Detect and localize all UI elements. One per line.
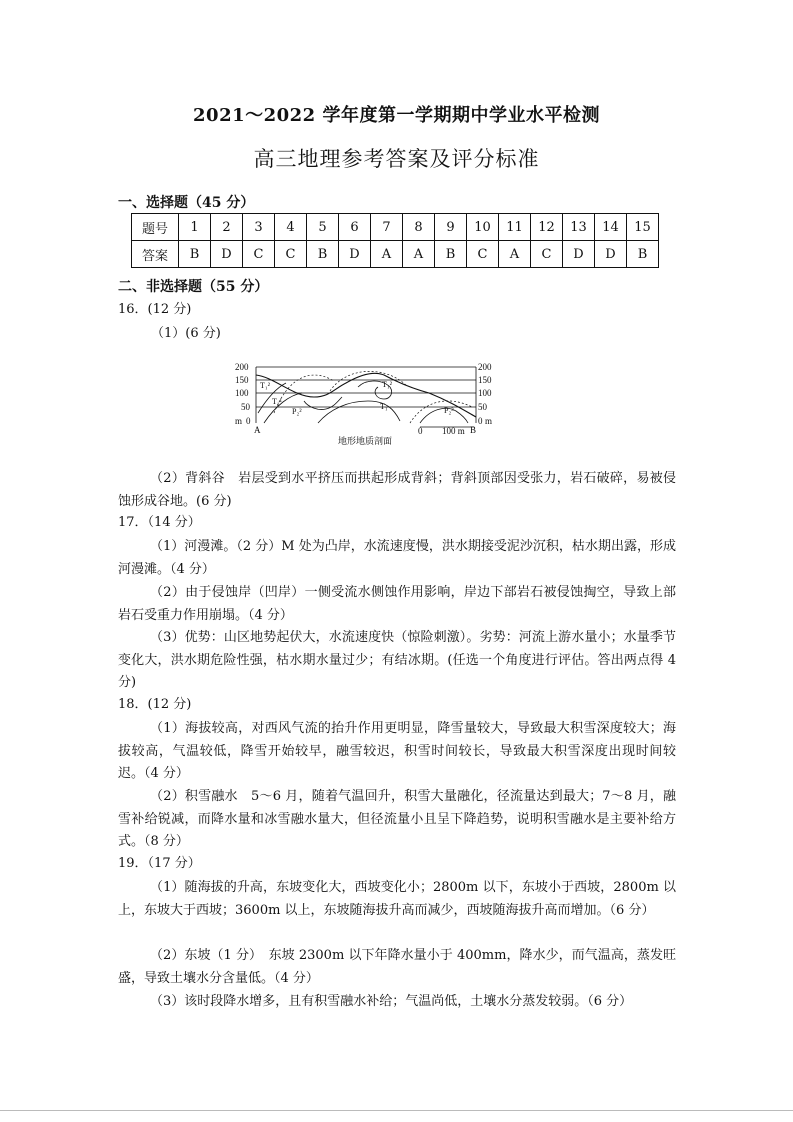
stratum-label: T₁¹ <box>272 397 283 406</box>
question-16-label: 16．(12 分) <box>118 302 192 317</box>
table-row-label: 答案 <box>132 241 179 268</box>
table-cell: 3 <box>243 214 275 241</box>
table-cell: D <box>595 241 627 268</box>
table-cell: B <box>435 241 467 268</box>
scale-zero: 0 <box>418 426 423 436</box>
question-18-part2: （2）积雪融水 5～6 月，随着气温回升，积雪大量融化，径流量达到最大；7～8 月，融雪补给锐减，而降水量和冰雪融水量大，但径流量小且呈下降趋势，说明积雪融水是主要补给方式。（8 分） <box>118 789 676 849</box>
question-17-part1: （1）河漫滩。（2 分）M 处为凸岸，水流速度慢，洪水期接受泥沙沉积，枯水期出露，形成河漫滩。（4 分） <box>118 539 676 577</box>
answer-table <box>131 213 659 268</box>
scale-label: 100 m <box>442 426 465 436</box>
section-heading-choice: 一、选择题（45 分） <box>118 195 255 211</box>
left-axis-tick: 0 <box>246 416 251 426</box>
figure-caption: 地形地质剖面 <box>338 436 393 446</box>
stratum-label: T₁ <box>380 402 388 411</box>
table-cell: C <box>467 241 499 268</box>
left-axis-tick: 150 <box>235 375 249 385</box>
question-18-label: 18．(12 分) <box>118 697 192 712</box>
table-cell: 6 <box>339 214 371 241</box>
table-cell: B <box>179 241 211 268</box>
answer-row <box>132 241 659 268</box>
table-cell: 15 <box>627 214 659 241</box>
point-a-label: A <box>254 425 261 435</box>
table-cell: 2 <box>211 214 243 241</box>
question-19-part2: （2）东坡（1 分） 东坡 2300m 以下年降水量小于 400mm，降水少，而气温高，蒸发旺盛，导致土壤水分含量低。（4 分） <box>118 948 676 986</box>
stratum-label: T₁² <box>260 381 271 390</box>
table-row-label: 题号 <box>132 214 179 241</box>
table-cell: C <box>531 241 563 268</box>
question-19-label: 19．（17 分） <box>118 856 201 871</box>
point-b-label: B <box>470 425 477 435</box>
right-axis-tick: 200 <box>478 362 492 372</box>
table-cell: 8 <box>403 214 435 241</box>
document-title: 2021～2022 学年度第一学期期中学业水平检测 <box>193 105 600 126</box>
table-cell: C <box>275 241 307 268</box>
left-axis-tick: 100 <box>235 388 249 398</box>
left-axis-tick: 200 <box>235 362 249 372</box>
right-axis-tick: 50 <box>478 402 487 412</box>
dashed-fold-line <box>410 401 472 423</box>
table-cell: B <box>627 241 659 268</box>
right-axis-tick: 100 <box>478 388 492 398</box>
stratum-boundary <box>304 397 342 410</box>
table-cell: D <box>563 241 595 268</box>
table-cell: B <box>307 241 339 268</box>
question-17-label: 17．（14 分） <box>118 515 201 530</box>
section-heading-nonchoice: 二、非选择题（55 分） <box>118 279 269 295</box>
question-19-part3: （3）该时段降水增多，且有积雪融水补给；气温尚低，土壤水分蒸发较弱。（6 分） <box>150 994 633 1009</box>
question-16-part1-label: （1）(6 分) <box>151 326 221 341</box>
table-cell: A <box>499 241 531 268</box>
table-cell: A <box>403 241 435 268</box>
table-cell: D <box>211 241 243 268</box>
table-cell: 4 <box>275 214 307 241</box>
question-17-part3: （3）优势：山区地势起伏大，水流速度快（惊险刺激）。劣势：河流上游水量小；水量季节变化大，洪水期危险性强，枯水期水量过少；有结冰期。(任选一个角度进行评估。答出两点得 4 分) <box>118 630 676 690</box>
question-16-part2: （2）背斜谷 岩层受到水平挤压而拱起形成背斜；背斜顶部因受张力，岩石破碎，易被侵蚀形成谷地。(6 分) <box>118 471 676 509</box>
question-19-part1: （1）随海拔的升高，东坡变化大，西坡变化小；2800m 以下，东坡小于西坡，2800m 以上，东坡大于西坡；3600m 以上，东坡随海拔升高而减少，西坡随海拔升高而增加。（6 分） <box>118 880 676 918</box>
question-number-row <box>132 214 659 241</box>
right-axis-unit: m <box>485 416 493 426</box>
page-bottom-divider <box>0 1110 793 1111</box>
right-axis-tick: 0 <box>478 416 483 426</box>
table-cell: 9 <box>435 214 467 241</box>
right-axis-tick: 150 <box>478 375 492 385</box>
table-cell: 13 <box>563 214 595 241</box>
question-18-part1: （1）海拔较高，对西风气流的抬升作用更明显，降雪量较大，导致最大积雪深度较大；海拔较高，气温较低，降雪开始较早，融雪较迟，积雪时间较长，导致最大积雪深度出现时间较迟。（4 分） <box>118 721 676 781</box>
table-cell: 5 <box>307 214 339 241</box>
stratum-boundary <box>318 401 400 423</box>
table-cell: A <box>371 241 403 268</box>
left-axis-tick: 50 <box>241 402 250 412</box>
table-cell: 14 <box>595 214 627 241</box>
left-axis-unit: m <box>235 416 243 426</box>
table-cell: 1 <box>179 214 211 241</box>
stratum-label: P₂² <box>292 407 302 416</box>
stratum-label: T₁² <box>382 380 393 389</box>
stratum-label: P₂³ <box>444 406 454 415</box>
question-17-part2: （2）由于侵蚀岸（凹岸）一侧受流水侧蚀作用影响，岸边下部岩石被侵蚀掏空，导致上部岩石受重力作用崩塌。（4 分） <box>118 585 676 623</box>
table-cell: C <box>243 241 275 268</box>
table-cell: 7 <box>371 214 403 241</box>
table-cell: 12 <box>531 214 563 241</box>
table-cell: D <box>339 241 371 268</box>
table-cell: 10 <box>467 214 499 241</box>
document-subtitle: 高三地理参考答案及评分标准 <box>253 147 540 171</box>
table-cell: 11 <box>499 214 531 241</box>
terrain-geology-profile-figure <box>234 361 496 447</box>
